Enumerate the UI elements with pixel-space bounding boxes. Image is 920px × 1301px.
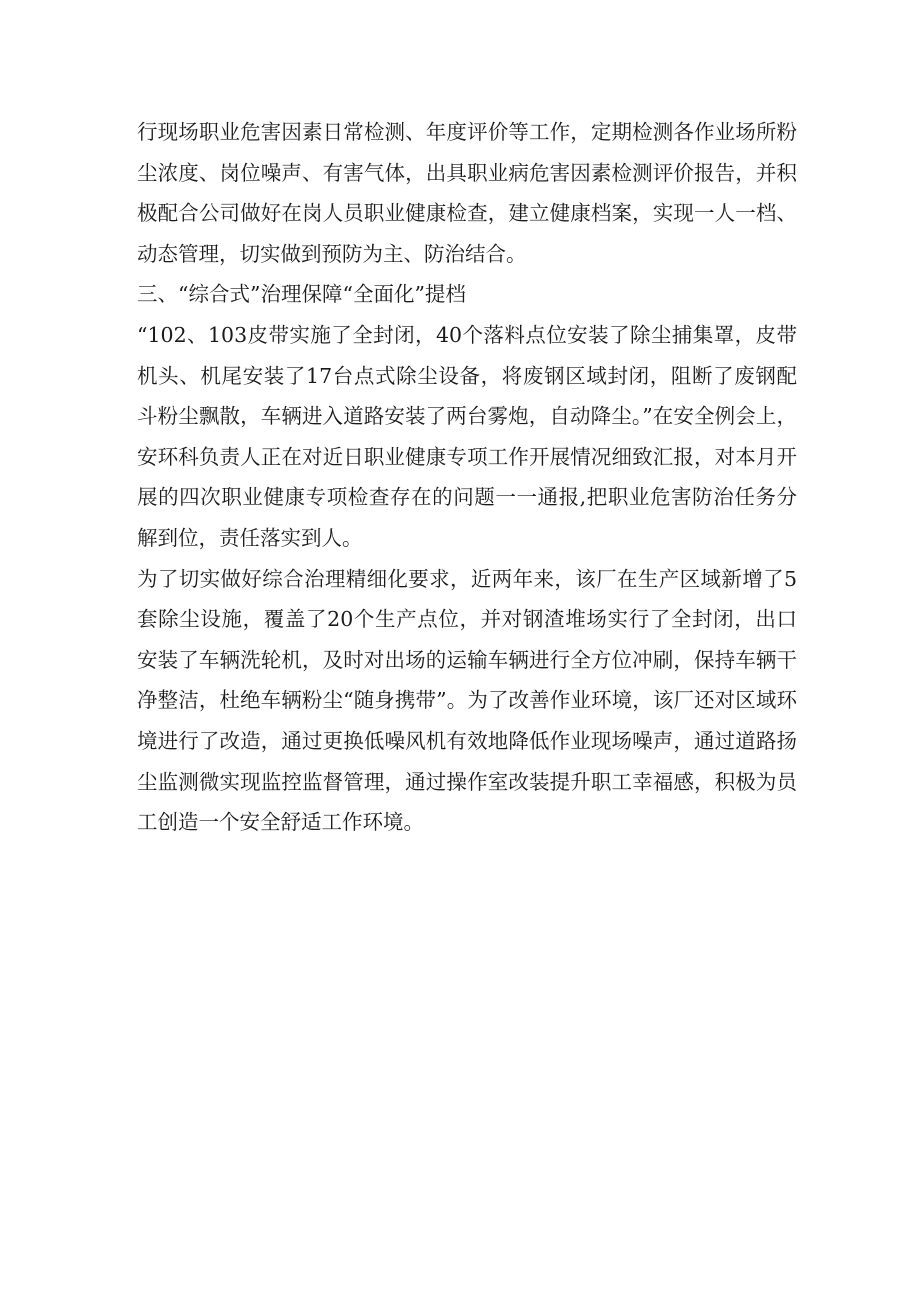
section-heading: 三、“综合式”治理保障“全面化”提档 [137,282,466,307]
document-body [137,112,797,843]
paragraph-measures: 为了切实做好综合治理精细化要求，近两年来，该厂在生产区域新增了5套除尘设施，覆盖了20个生产点位，并对钢渣堆场实行了全封闭，出口安装了车辆洗轮机，及时对出场的运输车辆进行全方位冲刷，保持车辆干净整洁，杜绝车辆粉尘“随身携带”。为了改善作业环境，该厂还对区域环境进行了改造，通过更换低噪风机有效地降低作业现场噪声，通过道路扬尘监测微实现监控监督管理，通过操作室改装提升职工幸福感，积极为员工创造一个安全舒适工作环境。 [137,566,797,835]
paragraph-quote: “102、103皮带实施了全封闭，40个落料点位安装了除尘捕集罩，皮带机头、机尾安装了17台点式除尘设备，将废钢区域封闭，阻断了废钢配斗粉尘飘散，车辆进入道路安装了两台雾炮，自动降尘。”在安全例会上，安环科负责人正在对近日职业健康专项工作开展情况细致汇报，对本月开展的四次职业健康专项检查存在的问题一一通报,把职业危害防治任务分解到位，责任落实到人。 [137,322,797,550]
paragraph-continuation: 行现场职业危害因素日常检测、年度评价等工作，定期检测各作业场所粉尘浓度、岗位噪声、有害气体，出具职业病危害因素检测评价报告，并积极配合公司做好在岗人员职业健康检查，建立健康档案，实现一人一档、动态管理，切实做到预防为主、防治结合。 [137,120,797,266]
